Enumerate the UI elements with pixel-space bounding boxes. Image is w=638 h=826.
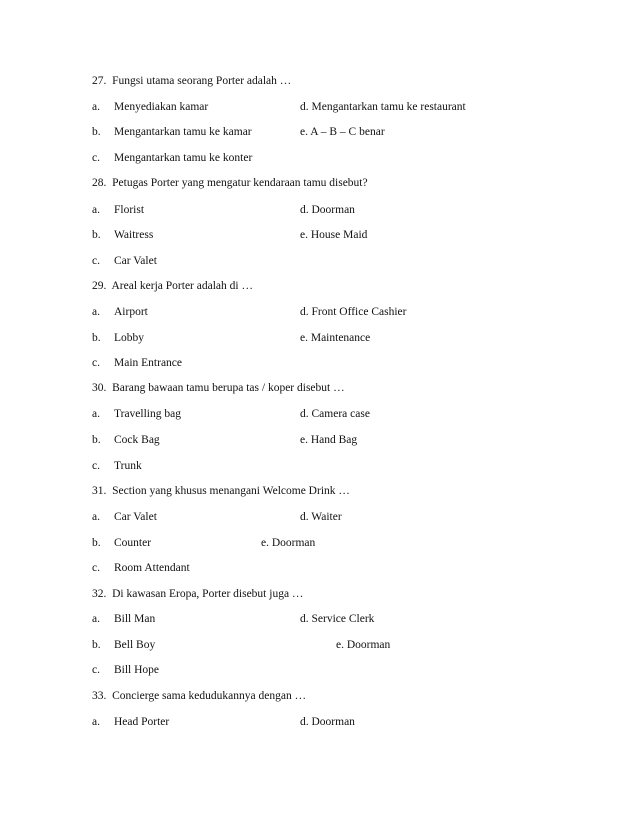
option-28c-label: c. <box>92 255 100 267</box>
option-28b-label: b. <box>92 229 101 241</box>
option-29c-label: c. <box>92 357 100 369</box>
option-27c: Mengantarkan tamu ke konter <box>114 152 253 164</box>
option-29a: Airport <box>114 306 148 318</box>
question-33: 33. Concierge sama kedudukannya dengan … <box>92 690 307 702</box>
option-27c-label: c. <box>92 152 100 164</box>
question-text: Di kawasan Eropa, Porter disebut juga … <box>112 588 304 600</box>
option-30e: e. Hand Bag <box>300 434 358 446</box>
option-27a-label: a. <box>92 101 100 113</box>
option-28d: d. Doorman <box>300 204 355 216</box>
option-29a-label: a. <box>92 306 100 318</box>
option-32a: Bill Man <box>114 613 156 625</box>
option-29b-label: b. <box>92 332 101 344</box>
option-31c-label: c. <box>92 562 100 574</box>
question-text: Barang bawaan tamu berupa tas / koper disebut … <box>112 382 345 394</box>
question-27: 27. Fungsi utama seorang Porter adalah … <box>92 75 292 87</box>
option-30c: Trunk <box>114 460 142 472</box>
option-27a: Menyediakan kamar <box>114 101 209 113</box>
option-31d: d. Waiter <box>300 511 342 523</box>
option-27e: e. A – B – C benar <box>300 126 385 138</box>
option-32b-label: b. <box>92 639 101 651</box>
question-text: Section yang khusus menangani Welcome Drink … <box>112 485 350 497</box>
option-28c: Car Valet <box>114 255 157 267</box>
option-32c: Bill Hope <box>114 664 160 676</box>
option-29b: Lobby <box>114 332 145 344</box>
option-33a-label: a. <box>92 716 100 728</box>
question-30: 30. Barang bawaan tamu berupa tas / koper disebut … <box>92 382 345 394</box>
option-27b: Mengantarkan tamu ke kamar <box>114 126 252 138</box>
option-27b-label: b. <box>92 126 101 138</box>
option-28e: e. House Maid <box>300 229 368 241</box>
option-31b: Counter <box>114 537 152 549</box>
option-28a-label: a. <box>92 204 100 216</box>
option-30a: Travelling bag <box>114 408 181 420</box>
option-33d: d. Doorman <box>300 716 355 728</box>
option-31a: Car Valet <box>114 511 157 523</box>
option-31a-label: a. <box>92 511 100 523</box>
option-31b-label: b. <box>92 537 101 549</box>
question-text: Fungsi utama seorang Porter adalah … <box>112 75 292 87</box>
question-29: 29. Areal kerja Porter adalah di … <box>92 280 253 292</box>
question-32: 32. Di kawasan Eropa, Porter disebut juga … <box>92 588 304 600</box>
option-32d: d. Service Clerk <box>300 613 375 625</box>
option-33a: Head Porter <box>114 716 170 728</box>
option-30b-label: b. <box>92 434 101 446</box>
option-31c: Room Attendant <box>114 562 190 574</box>
option-28a: Florist <box>114 204 145 216</box>
option-29e: e. Maintenance <box>300 332 371 344</box>
question-31: 31. Section yang khusus menangani Welcome Drink … <box>92 485 350 497</box>
question-28: 28. Petugas Porter yang mengatur kendaraan tamu disebut? <box>92 177 368 189</box>
option-31e: e. Doorman <box>261 537 316 549</box>
question-text: Concierge sama kedudukannya dengan … <box>112 690 307 702</box>
option-29c: Main Entrance <box>114 357 183 369</box>
option-32c-label: c. <box>92 664 100 676</box>
option-27d: d. Mengantarkan tamu ke restaurant <box>300 101 466 113</box>
option-29d: d. Front Office Cashier <box>300 306 407 318</box>
question-text: Petugas Porter yang mengatur kendaraan tamu disebut? <box>112 177 368 189</box>
option-30c-label: c. <box>92 460 100 472</box>
option-32b: Bell Boy <box>114 639 156 651</box>
question-text: Areal kerja Porter adalah di … <box>111 280 253 292</box>
option-30b: Cock Bag <box>114 434 160 446</box>
option-30d: d. Camera case <box>300 408 370 420</box>
option-32e: e. Doorman <box>336 639 391 651</box>
option-28b: Waitress <box>114 229 154 241</box>
option-30a-label: a. <box>92 408 100 420</box>
option-32a-label: a. <box>92 613 100 625</box>
